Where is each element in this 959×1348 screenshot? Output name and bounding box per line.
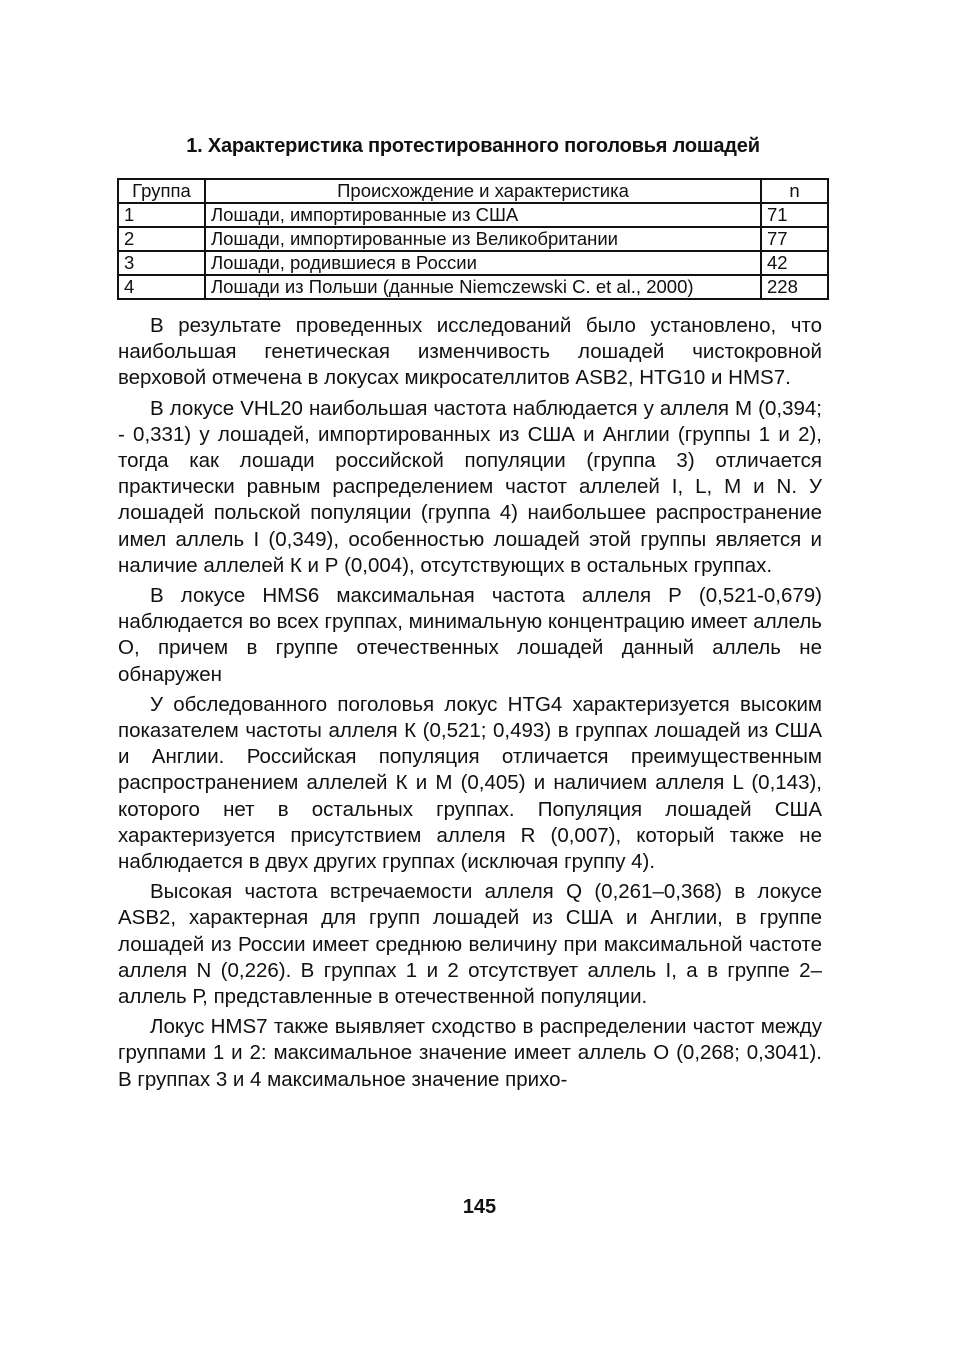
paragraph: У обследованного поголовья локус HTG4 характеризуется высоким показателем частоты аллеля К (0,521; 0,493) в группах лошадей из США и Англии. Российская популяция отличается преимущественным распространением аллелей К и М (0,405) и наличием аллеля L (0,143), которого нет в остальных группах. Популяция лошадей США характеризуется присутствием аллеля R (0,007), который также не наблюдается в двух других группах (исключая группу 4). <box>118 692 822 874</box>
table-row <box>118 251 828 275</box>
cell-origin: Лошади, импортированные из Великобритании <box>205 227 761 251</box>
paragraph: В результате проведенных исследований было установлено, что наибольшая генетическая изменчивость лошадей чистокровной верховой отмечена в локусах микросателлитов ASB2, HTG10 и HMS7. <box>118 314 822 390</box>
header-origin: Происхождение и характеристика <box>205 179 761 203</box>
body-text <box>118 313 822 1097</box>
page-number: 145 <box>462 1196 497 1218</box>
table-row <box>118 275 828 299</box>
cell-origin: Лошади, родившиеся в России <box>205 251 761 275</box>
cell-n: 42 <box>761 251 828 275</box>
table-caption: 1. Характеристика протестированного поголовья лошадей <box>186 135 760 157</box>
paragraph: В локусе VHL20 наибольшая частота наблюдается у аллеля M (0,394; - 0,331) у лошадей, импортированных из США и Англии (группы 1 и 2), тогда как лошади российской популяции (группа 3) отличается практически равным распределением частот аллелей I, L, M и N. У лошадей польской популяции (группа 4) наибольшее распространение имел аллель I (0,349), особенностью лошадей этой группы является и наличие аллелей К и Р (0,004), отсутствующих в остальных группах. <box>118 396 822 577</box>
paragraph: В локусе HMS6 максимальная частота аллеля Р (0,521-0,679) наблюдается во всех группах, минимальную концентрацию имеет аллель О, причем в группе отечественных лошадей данный аллель не обнаружен <box>118 584 822 686</box>
paragraph: Локус HMS7 также выявляет сходство в распределении частот между группами 1 и 2: максимальное значение имеет аллель О (0,268; 0,3041). В группах 3 и 4 максимальное значение прихо- <box>118 1015 822 1091</box>
cell-group: 4 <box>118 275 205 299</box>
cell-group: 1 <box>118 203 205 227</box>
cell-n: 77 <box>761 227 828 251</box>
cell-group: 3 <box>118 251 205 275</box>
paragraph: Высокая частота встречаемости аллеля Q (0,261–0,368) в локусе ASB2, характерная для групп лошадей из США и Англии, в группе лошадей из России имеет среднюю величину при максимальной частоте аллеля N (0,226). В группах 1 и 2 отсутствует аллель I, а в группе 2– аллель Р, представленные в отечественной популяции. <box>118 880 822 1009</box>
table-header-row <box>118 179 828 203</box>
cell-origin: Лошади, импортированные из США <box>205 203 761 227</box>
cell-n: 228 <box>761 275 828 299</box>
cell-origin: Лошади из Польши (данные Niemczewski C. et al., 2000) <box>205 275 761 299</box>
cell-group: 2 <box>118 227 205 251</box>
cell-n: 71 <box>761 203 828 227</box>
groups-table <box>117 178 829 300</box>
table-row <box>118 227 828 251</box>
header-n: n <box>761 179 828 203</box>
header-group: Группа <box>118 179 205 203</box>
table-row <box>118 203 828 227</box>
